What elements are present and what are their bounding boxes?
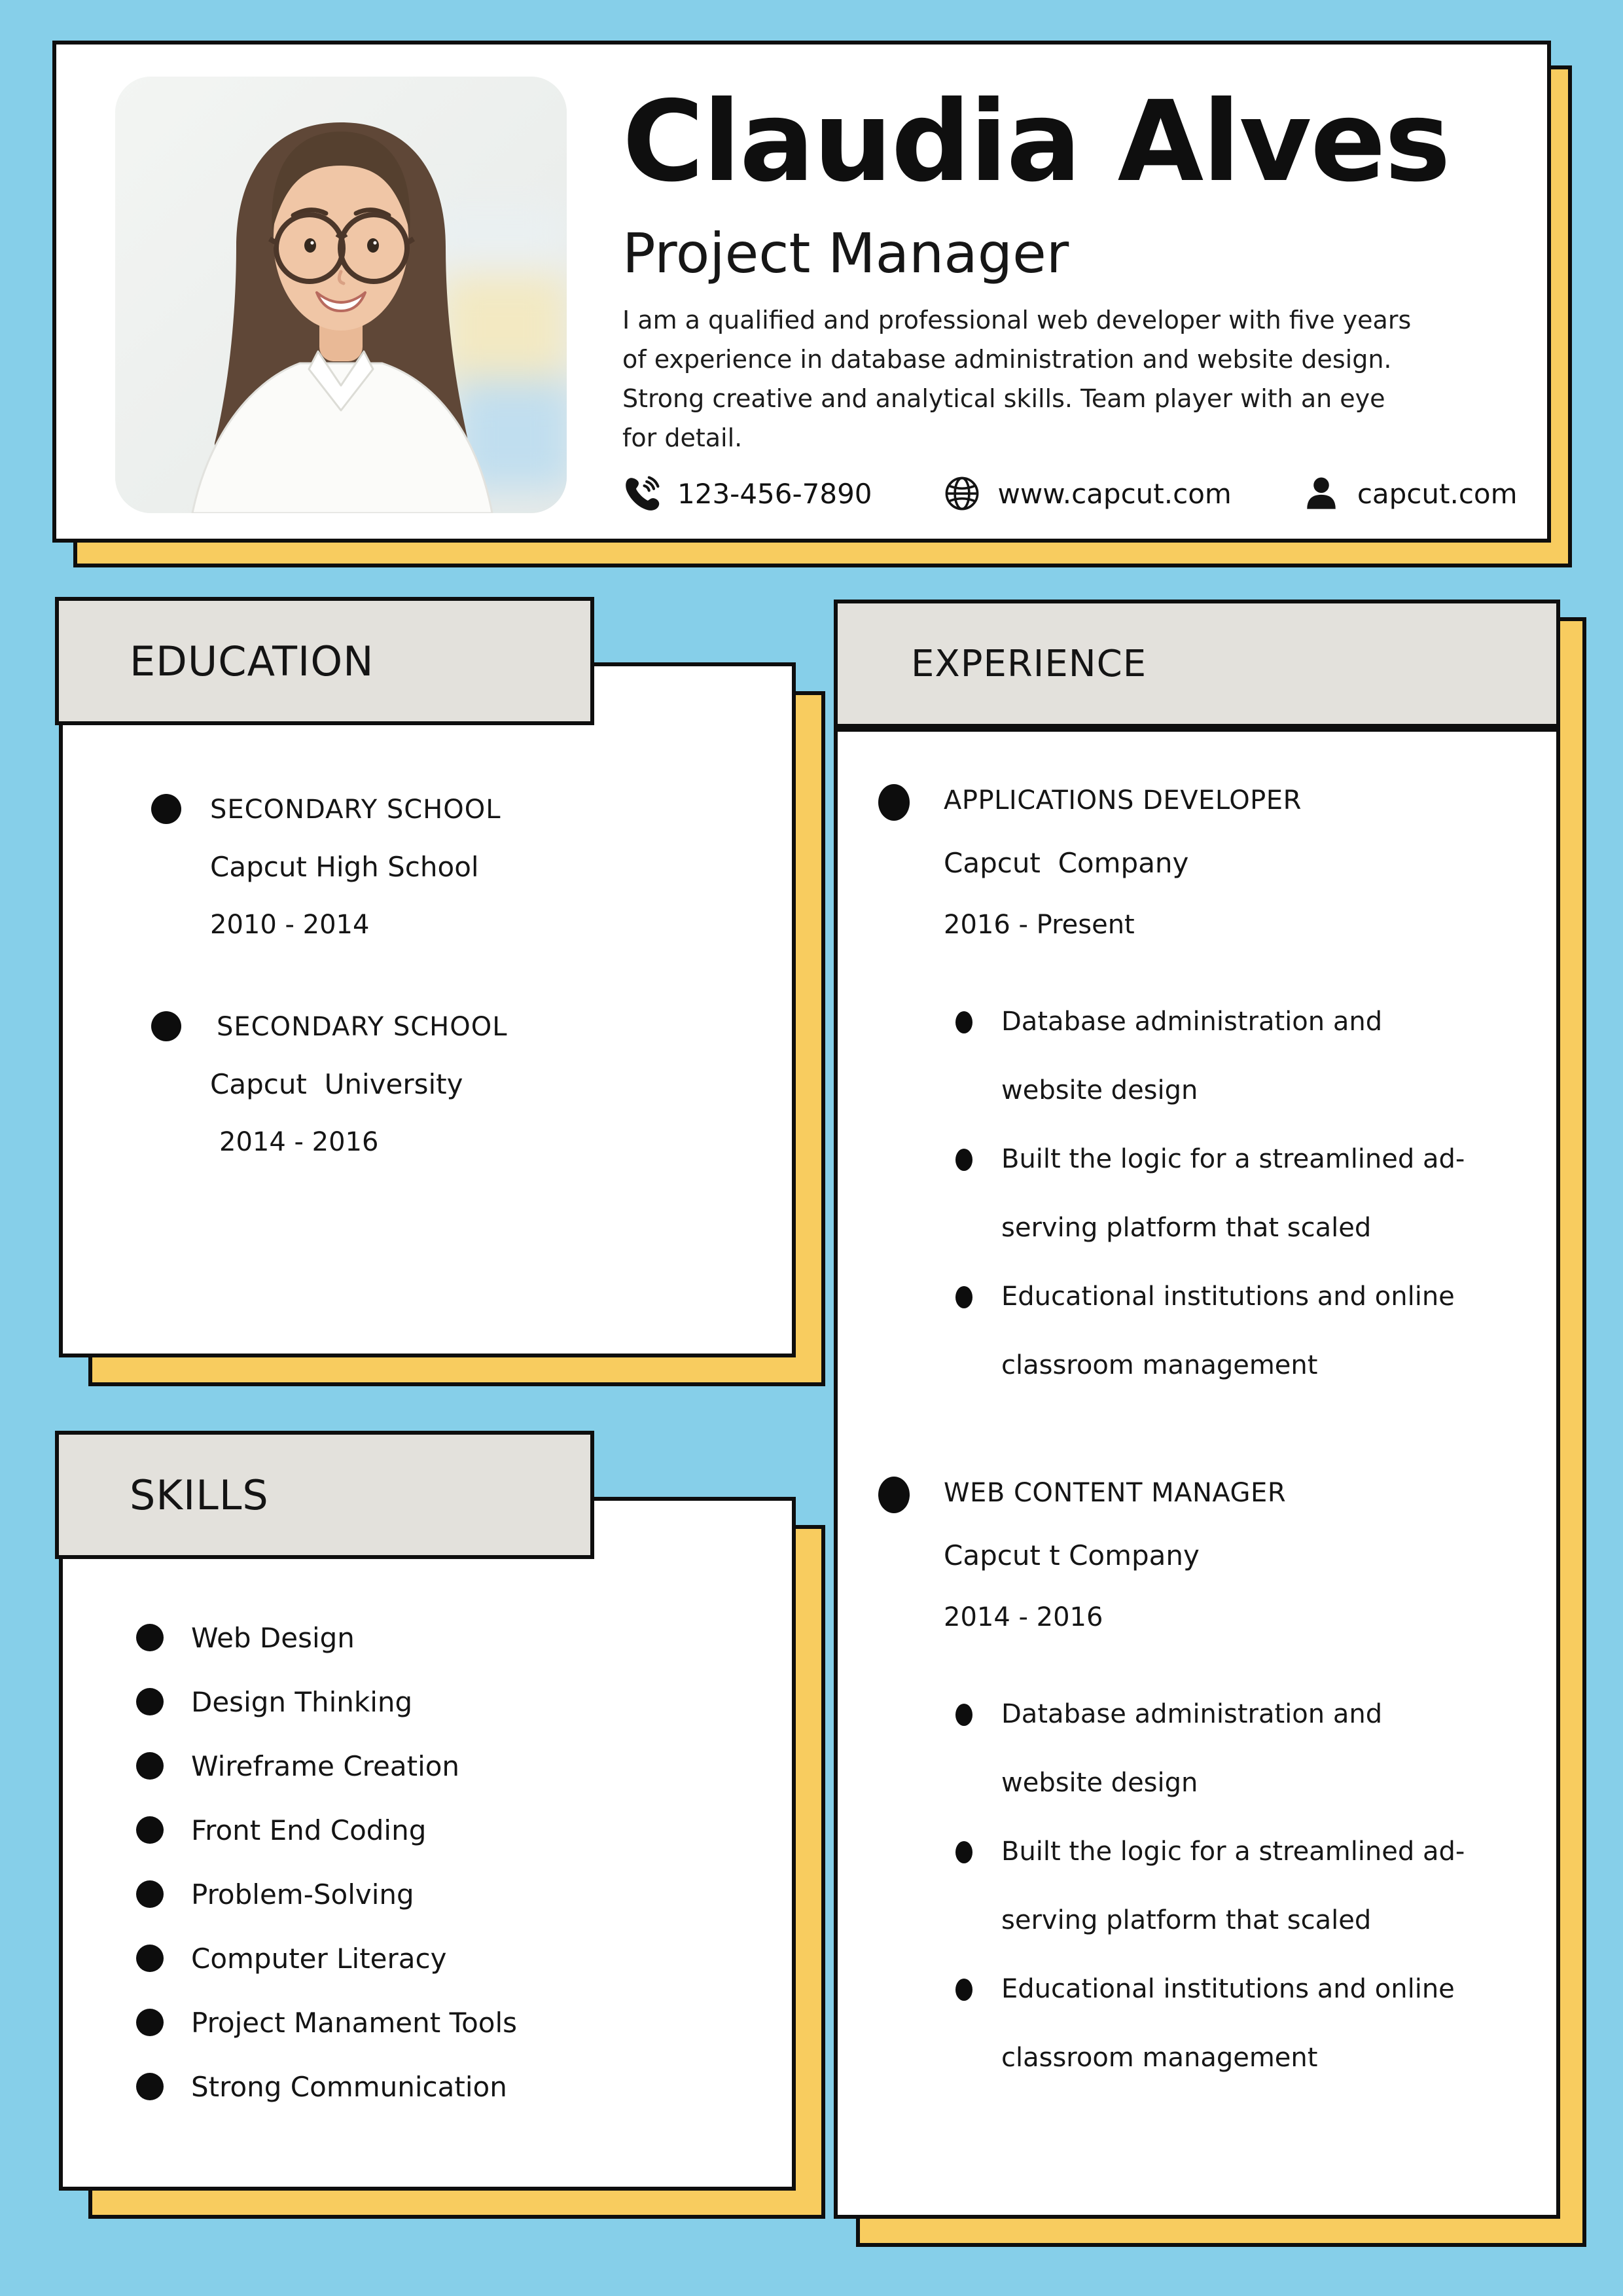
bullet-dot xyxy=(136,2073,164,2100)
bullet-dot xyxy=(136,1752,164,1780)
bullet-dot xyxy=(136,1624,164,1651)
experience-section-title: EXPERIENCE xyxy=(911,642,1147,685)
job-bullet-lines xyxy=(1001,1263,1455,1400)
job-bullet xyxy=(955,1818,1537,1955)
education-item xyxy=(151,998,766,1171)
skill-label: Front End Coding xyxy=(191,1814,427,1846)
education-item-lines xyxy=(210,998,508,1171)
education-item-lines xyxy=(210,781,501,954)
job-bullet-text: Database administration and xyxy=(1001,1007,1383,1037)
globe-icon xyxy=(943,475,981,512)
skill-label: Problem-Solving xyxy=(191,1878,414,1910)
bullet-dot xyxy=(955,1841,972,1863)
job-dates: 2016 - Present xyxy=(944,910,1135,940)
job-bullet-text: classroom management xyxy=(1001,1350,1318,1380)
phone-icon xyxy=(622,475,660,512)
person-icon xyxy=(1302,475,1340,512)
education-degree: SECONDARY SCHOOL xyxy=(210,795,501,825)
job-company: Capcut t Company xyxy=(944,1539,1200,1571)
contact-phone xyxy=(622,475,872,512)
job-head-lines xyxy=(944,770,1302,956)
job-company: Capcut Company xyxy=(944,847,1189,879)
job-bullet-text: Database administration and xyxy=(1001,1699,1383,1729)
job-bullet-text: website design xyxy=(1001,1075,1198,1105)
experience-job xyxy=(878,1462,1537,2092)
job-bullet-text: serving platform that scaled xyxy=(1001,1905,1372,1935)
skill-label: Computer Literacy xyxy=(191,1942,447,1975)
education-card xyxy=(59,662,796,1357)
job-role: WEB CONTENT MANAGER xyxy=(944,1478,1287,1508)
header-card xyxy=(52,41,1551,543)
job-role: APPLICATIONS DEVELOPER xyxy=(944,785,1302,816)
job-bullet xyxy=(955,1263,1537,1400)
profile-summary: I am a qualified and professional web developer with five years of experience in database administration and website design. Strong creative and analytical skills. Team player with an eye for detail. xyxy=(622,306,1412,452)
website-url: www.capcut.com xyxy=(997,477,1232,510)
education-school: Capcut University xyxy=(210,1068,463,1100)
header-text-block xyxy=(622,45,1571,512)
job-bullet-text: Built the logic for a streamlined ad- xyxy=(1001,1837,1465,1867)
job-head-lines xyxy=(944,1462,1286,1649)
education-item xyxy=(151,781,766,954)
skill-item xyxy=(136,1862,766,1926)
skills-card xyxy=(59,1497,796,2191)
job-bullet-lines xyxy=(1001,1125,1465,1263)
contact-website xyxy=(943,475,1232,512)
job-head xyxy=(878,1462,1537,1649)
skill-item xyxy=(136,2054,766,2119)
education-degree: SECONDARY SCHOOL xyxy=(217,1012,508,1042)
bullet-dot xyxy=(136,1880,164,1908)
job-bullet xyxy=(955,1680,1537,1818)
skill-label: Project Manament Tools xyxy=(191,2006,518,2039)
job-bullet-text: classroom management xyxy=(1001,2043,1318,2073)
profile-photo xyxy=(115,77,567,513)
skill-item xyxy=(136,1926,766,1990)
skills-section-tab xyxy=(55,1431,594,1559)
contact-row xyxy=(622,475,1571,512)
skill-item xyxy=(136,1798,766,1862)
job-bullet-list xyxy=(878,1680,1537,2092)
skill-item xyxy=(136,1605,766,1670)
bullet-dot xyxy=(136,1945,164,1972)
phone-number: 123-456-7890 xyxy=(677,477,872,510)
job-bullet-text: Educational institutions and online xyxy=(1001,1974,1455,2004)
job-bullet-lines xyxy=(1001,1955,1455,2092)
bullet-dot xyxy=(955,1149,972,1171)
skill-label: Strong Communication xyxy=(191,2070,507,2103)
job-bullet-text: Built the logic for a streamlined ad- xyxy=(1001,1144,1465,1174)
bullet-dot xyxy=(955,1979,972,2001)
profile-photo-illustration xyxy=(115,77,567,513)
job-head xyxy=(878,770,1537,956)
experience-job xyxy=(878,770,1537,1400)
skills-section-title: SKILLS xyxy=(130,1471,269,1519)
job-dates: 2014 - 2016 xyxy=(944,1602,1103,1632)
bullet-dot xyxy=(136,2009,164,2036)
bullet-dot xyxy=(151,794,181,824)
bullet-dot xyxy=(136,1816,164,1844)
job-bullet-text: serving platform that scaled xyxy=(1001,1213,1372,1243)
skill-label: Design Thinking xyxy=(191,1685,413,1718)
bullet-dot xyxy=(136,1688,164,1715)
job-bullet-list xyxy=(878,988,1537,1400)
skill-label: Web Design xyxy=(191,1621,355,1654)
skill-label: Wireframe Creation xyxy=(191,1749,460,1782)
skills-list xyxy=(136,1605,766,2119)
job-bullet xyxy=(955,988,1537,1125)
contact-profile xyxy=(1302,475,1518,512)
education-school: Capcut High School xyxy=(210,851,479,883)
skill-item xyxy=(136,1734,766,1798)
bullet-dot xyxy=(955,1011,972,1033)
bullet-dot xyxy=(878,1477,910,1513)
job-bullet-lines xyxy=(1001,988,1382,1125)
bullet-dot xyxy=(878,784,910,821)
education-section-title: EDUCATION xyxy=(130,637,374,685)
job-bullet-lines xyxy=(1001,1818,1465,1955)
experience-section-tab xyxy=(834,600,1560,728)
job-bullet-text: Educational institutions and online xyxy=(1001,1282,1455,1312)
bullet-dot xyxy=(955,1704,972,1726)
skill-item xyxy=(136,1990,766,2054)
bullet-dot xyxy=(151,1011,181,1041)
job-bullet xyxy=(955,1955,1537,2092)
education-section-tab xyxy=(55,597,594,725)
person-role: Project Manager xyxy=(622,221,1069,285)
job-bullet xyxy=(955,1125,1537,1263)
job-bullet-lines xyxy=(1001,1680,1382,1818)
education-dates: 2010 - 2014 xyxy=(210,910,370,940)
profile-handle: capcut.com xyxy=(1357,477,1518,510)
experience-card xyxy=(834,728,1560,2219)
bullet-dot xyxy=(955,1286,972,1308)
skill-item xyxy=(136,1670,766,1734)
person-name: Claudia Alves xyxy=(622,77,1450,207)
education-dates: 2014 - 2016 xyxy=(219,1127,379,1157)
job-bullet-text: website design xyxy=(1001,1768,1198,1798)
